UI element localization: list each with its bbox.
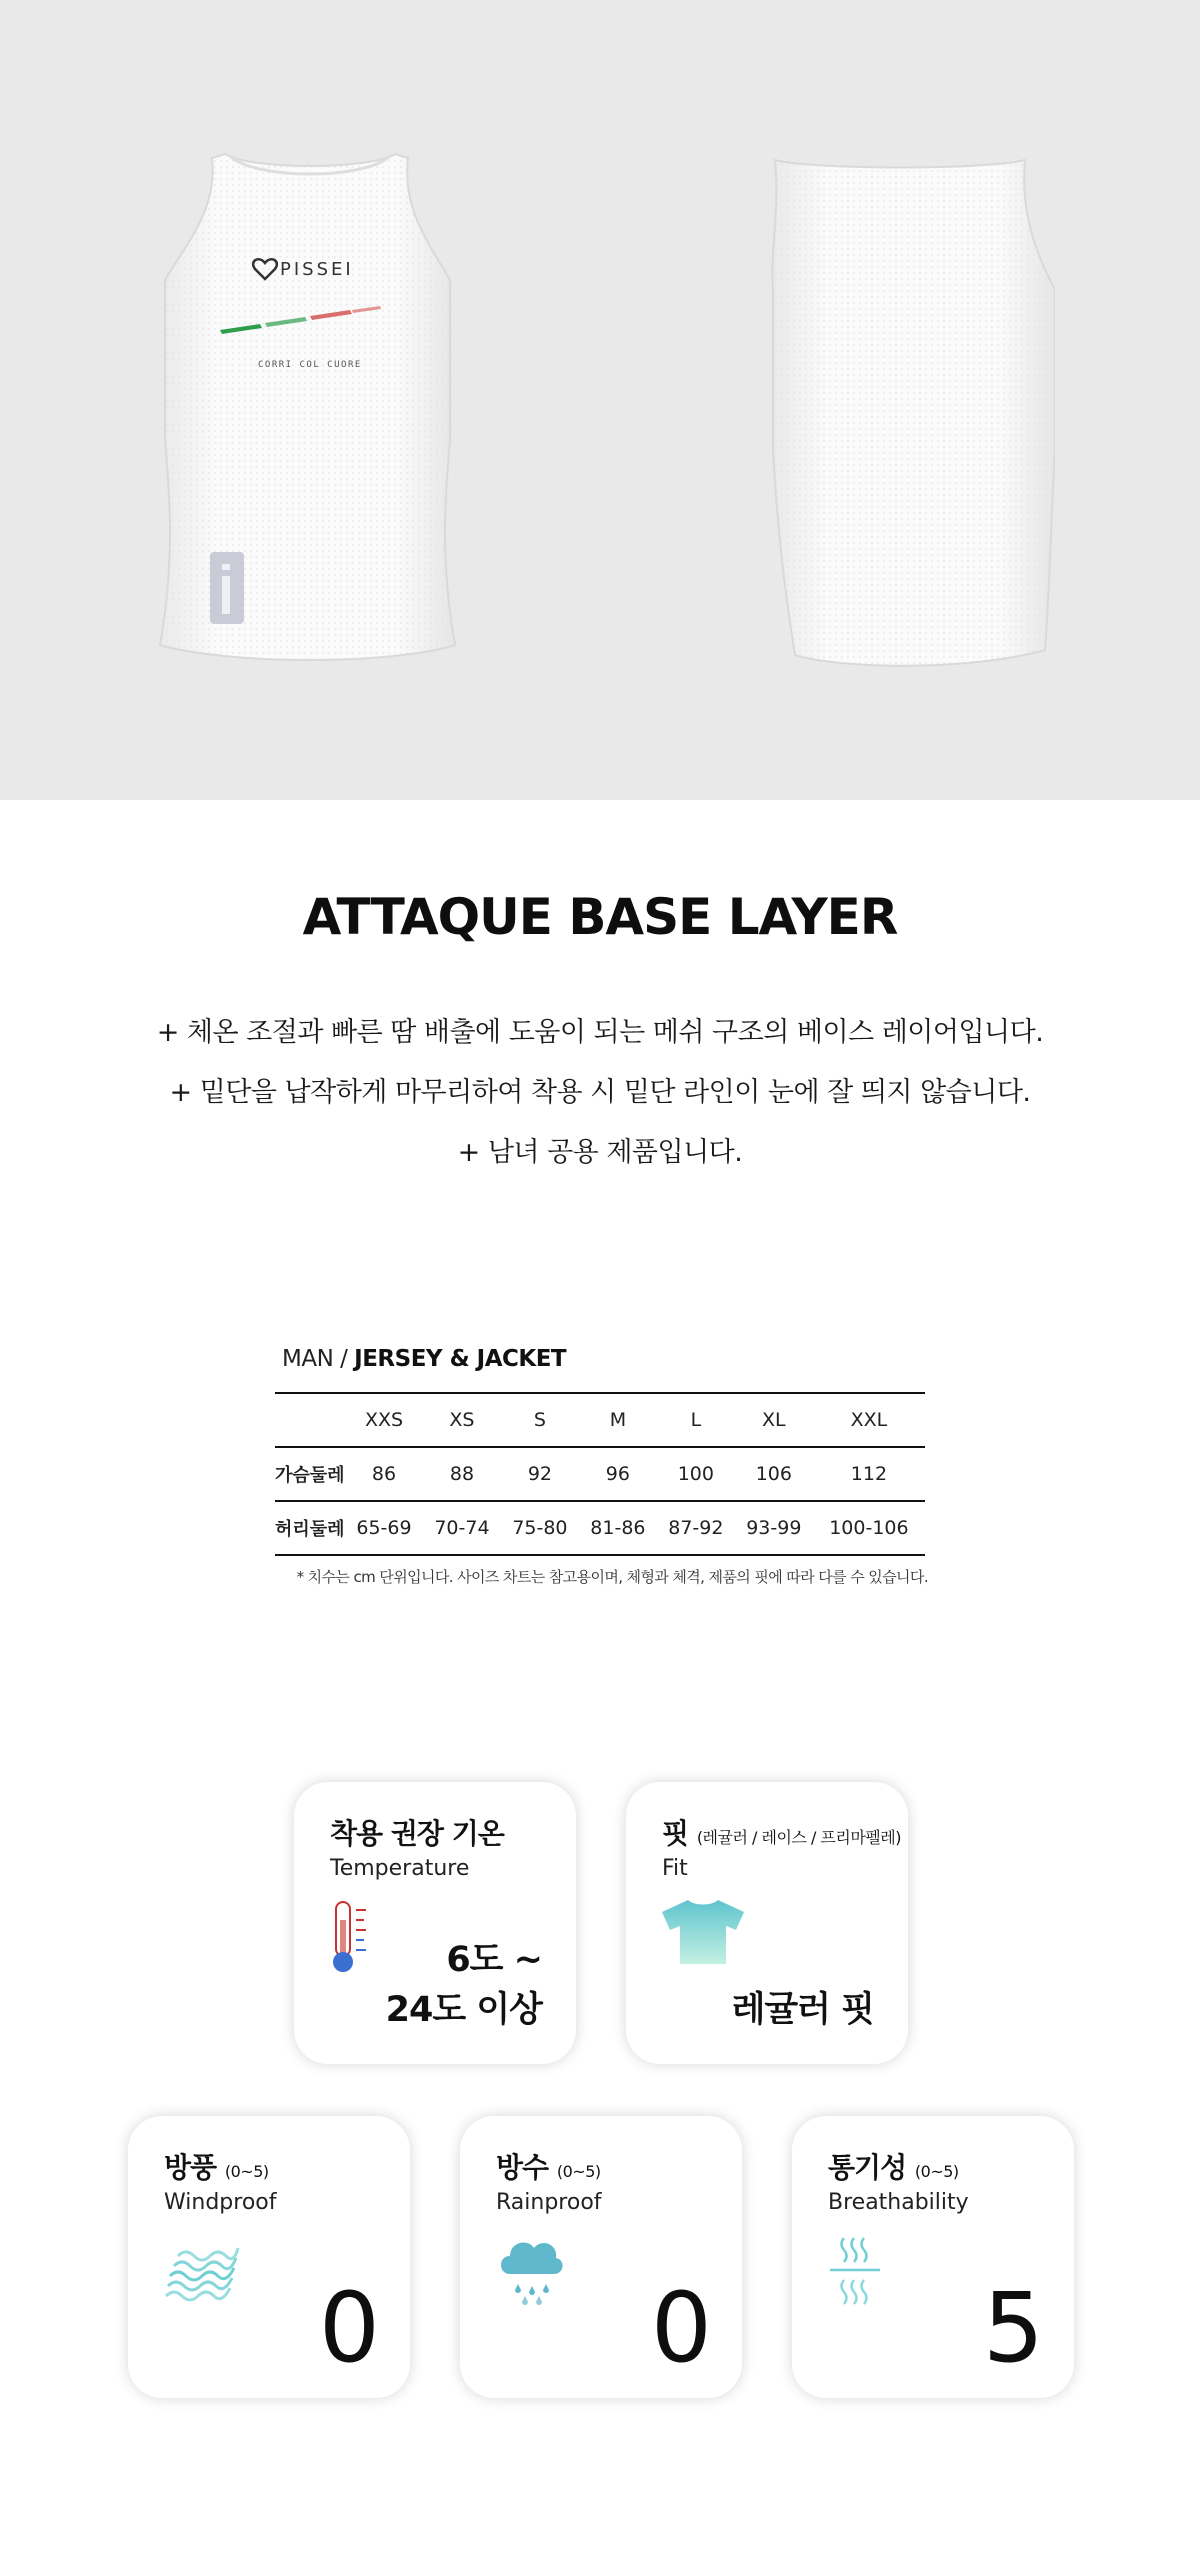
table-cell: 87-92 [657,1501,735,1555]
rainproof-title [496,2146,601,2186]
rainproof-subtitle: Rainproof [496,2190,602,2215]
product-back-image [755,150,1055,690]
size-header-cell: M [579,1393,657,1447]
breathability-value: 5 [982,2272,1044,2384]
rainproof-card [460,2116,742,2398]
table-cell: 96 [579,1447,657,1501]
size-header-cell: XS [423,1393,501,1447]
size-chart-table [275,1392,925,1556]
table-cell: 106 [735,1447,813,1501]
size-header-row [275,1393,925,1447]
table-cell: 100 [657,1447,735,1501]
fit-title-note: (레귤러 / 레이스 / 프리마펠레) [696,1828,901,1847]
size-header-cell: XXS [345,1393,423,1447]
product-hero [0,0,1200,800]
breathability-card [792,2116,1074,2398]
table-cell: 93-99 [735,1501,813,1555]
size-header-cell: L [657,1393,735,1447]
size-chart-note: * 치수는 cm 단위입니다. 사이즈 차트는 참고용이며, 체형과 체격, 제품의 핏에 따라 다를 수 있습니다. [296,1568,928,1586]
windproof-value: 0 [318,2272,380,2384]
temperature-value-line2: 24도 이상 [385,1990,542,2030]
table-cell: 92 [501,1447,579,1501]
windproof-subtitle: Windproof [164,2190,277,2215]
table-cell: 112 [813,1447,925,1501]
size-header-cell: S [501,1393,579,1447]
product-description-2: + 밑단을 납작하게 마무리하여 착용 시 밑단 라인이 눈에 잘 띄지 않습니다. [169,1077,1031,1108]
steam-icon [826,2234,886,2310]
size-header-cell: XL [735,1393,813,1447]
chest-text: CORRI COL CUORE [258,360,362,370]
temperature-title: 착용 권장 기온 [330,1817,504,1850]
windproof-card [128,2116,410,2398]
table-cell: 86 [345,1447,423,1501]
product-description-1: + 체온 조절과 빠른 땀 배출에 도움이 되는 메쉬 구조의 베이스 레이어입니다. [156,1017,1044,1048]
logo-text: PISSEI [280,259,354,280]
wind-waves-icon [164,2238,244,2308]
rainproof-value: 0 [650,2272,712,2384]
windproof-title-text: 방풍 [164,2151,217,2184]
rain-cloud-icon [496,2230,566,2310]
temperature-subtitle: Temperature [330,1856,470,1881]
table-cell: 65-69 [345,1501,423,1555]
product-description-3: + 남녀 공용 제품입니다. [457,1137,743,1168]
table-cell: 75-80 [501,1501,579,1555]
size-chart-title-prefix: MAN / [282,1346,355,1372]
windproof-title-note: (0~5) [224,2162,269,2181]
table-cell: 70-74 [423,1501,501,1555]
table-cell: 81-86 [579,1501,657,1555]
temperature-value-line1: 6도 ~ [446,1940,542,1980]
table-cell: 88 [423,1447,501,1501]
tshirt-icon [660,1896,746,1966]
fit-subtitle: Fit [662,1856,688,1881]
rainproof-title-text: 방수 [496,2151,549,2184]
temperature-card [294,1782,576,2064]
thermometer-icon [330,1900,374,1976]
breathability-title-text: 통기성 [828,2151,907,2184]
row-label-chest: 가슴둘레 [275,1447,345,1501]
breathability-title [828,2146,959,2186]
table-row [275,1447,925,1501]
size-header-cell: XXL [813,1393,925,1447]
size-chart-title-main: JERSEY & JACKET [354,1346,567,1372]
fit-card [626,1782,908,2064]
rainproof-title-note: (0~5) [556,2162,601,2181]
size-chart-title [282,1346,566,1372]
breathability-subtitle: Breathability [828,2190,969,2215]
row-label-waist: 허리둘레 [275,1501,345,1555]
fit-title-text: 핏 [662,1817,689,1850]
table-cell: 100-106 [813,1501,925,1555]
breathability-title-note: (0~5) [914,2162,959,2181]
windproof-title [164,2146,269,2186]
product-front-image [140,140,480,680]
fit-value: 레귤러 핏 [731,1990,874,2030]
size-header-blank [275,1393,345,1447]
table-row [275,1501,925,1555]
fit-title [662,1812,901,1852]
product-title: ATTAQUE BASE LAYER [302,888,898,946]
